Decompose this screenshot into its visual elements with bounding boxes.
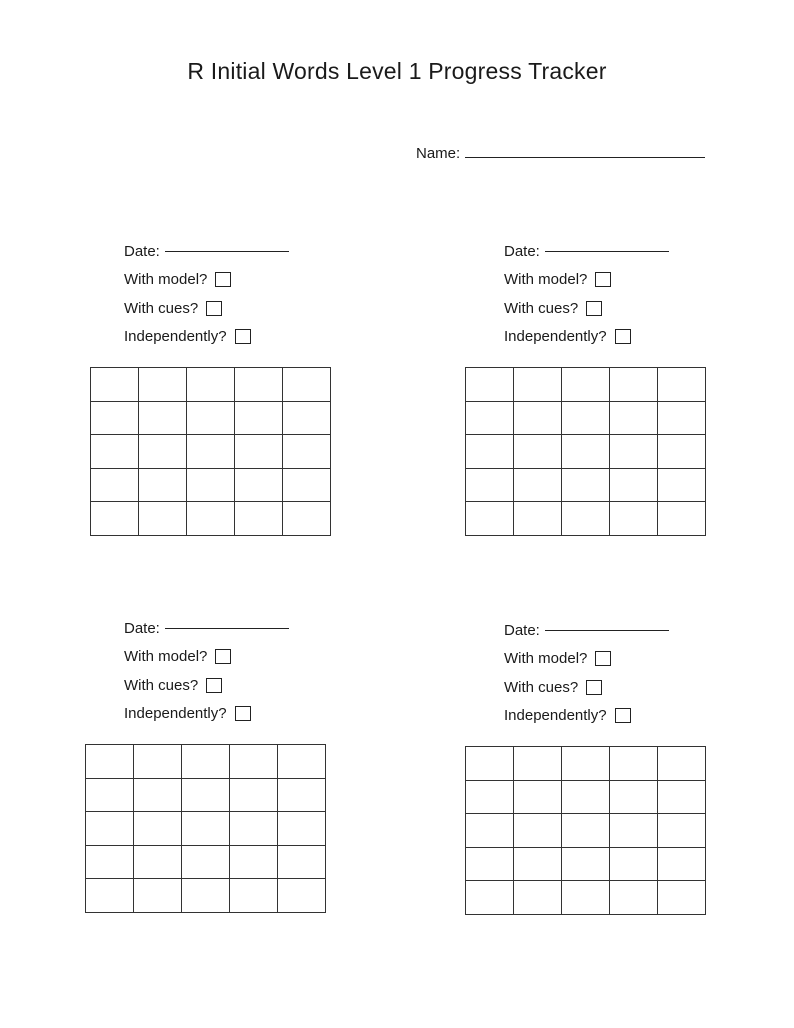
- tally-cell[interactable]: [514, 781, 562, 815]
- tally-cell[interactable]: [514, 368, 562, 402]
- independently-row: [124, 323, 289, 352]
- tally-cell[interactable]: [562, 469, 610, 503]
- with-model-checkbox[interactable]: [595, 651, 611, 666]
- tally-cell[interactable]: [514, 402, 562, 436]
- tally-cell[interactable]: [610, 402, 658, 436]
- tally-cell[interactable]: [610, 781, 658, 815]
- tally-cell[interactable]: [562, 368, 610, 402]
- independently-checkbox[interactable]: [615, 329, 631, 344]
- with-model-label: With model?: [504, 650, 588, 668]
- independently-label: Independently?: [124, 328, 227, 346]
- tally-cell[interactable]: [610, 502, 658, 536]
- tally-cell[interactable]: [134, 879, 182, 913]
- with-cues-checkbox[interactable]: [586, 680, 602, 695]
- tally-cell[interactable]: [182, 879, 230, 913]
- tally-cell[interactable]: [230, 779, 278, 813]
- tally-cell[interactable]: [134, 779, 182, 813]
- tally-cell[interactable]: [278, 879, 326, 913]
- tally-cell[interactable]: [182, 745, 230, 779]
- with-cues-checkbox[interactable]: [206, 301, 222, 316]
- tracker-4-checklist: [504, 616, 669, 730]
- tally-cell[interactable]: [610, 881, 658, 915]
- date-blank-line[interactable]: [165, 627, 289, 629]
- with-model-checkbox[interactable]: [215, 272, 231, 287]
- date-field: [504, 616, 669, 645]
- tally-cell[interactable]: [514, 747, 562, 781]
- tally-cell[interactable]: [182, 812, 230, 846]
- tally-cell[interactable]: [514, 881, 562, 915]
- tally-cell[interactable]: [466, 881, 514, 915]
- with-model-label: With model?: [124, 648, 208, 666]
- tally-cell[interactable]: [187, 368, 235, 402]
- tally-cell[interactable]: [283, 402, 331, 436]
- with-cues-label: With cues?: [504, 299, 579, 317]
- date-blank-line[interactable]: [165, 250, 289, 252]
- independently-checkbox[interactable]: [615, 708, 631, 723]
- tally-cell[interactable]: [610, 368, 658, 402]
- tally-cell[interactable]: [658, 435, 706, 469]
- tracker-3-checklist: [124, 614, 289, 728]
- tally-cell[interactable]: [86, 745, 134, 779]
- tally-cell[interactable]: [187, 469, 235, 503]
- tally-cell[interactable]: [610, 848, 658, 882]
- tally-cell[interactable]: [466, 402, 514, 436]
- tracker-1-grid: [90, 367, 331, 536]
- tally-cell[interactable]: [139, 368, 187, 402]
- tally-cell[interactable]: [658, 402, 706, 436]
- tally-cell[interactable]: [658, 881, 706, 915]
- date-label: Date:: [504, 621, 540, 639]
- tally-cell[interactable]: [283, 469, 331, 503]
- tally-cell[interactable]: [658, 469, 706, 503]
- with-model-label: With model?: [124, 271, 208, 289]
- with-model-row: [124, 266, 289, 295]
- tally-cell[interactable]: [187, 402, 235, 436]
- tally-cell[interactable]: [610, 814, 658, 848]
- independently-checkbox[interactable]: [235, 329, 251, 344]
- tally-cell[interactable]: [187, 502, 235, 536]
- tally-cell[interactable]: [514, 469, 562, 503]
- with-cues-checkbox[interactable]: [206, 678, 222, 693]
- page-title: R Initial Words Level 1 Progress Tracker: [187, 58, 607, 84]
- tally-cell[interactable]: [235, 402, 283, 436]
- tally-cell[interactable]: [235, 469, 283, 503]
- independently-label: Independently?: [504, 328, 607, 346]
- tally-cell[interactable]: [91, 469, 139, 503]
- tracker-2-grid: [465, 367, 706, 536]
- tally-cell[interactable]: [466, 469, 514, 503]
- tally-cell[interactable]: [278, 812, 326, 846]
- independently-row: [504, 702, 669, 731]
- tally-cell[interactable]: [658, 814, 706, 848]
- independently-label: Independently?: [124, 705, 227, 723]
- independently-label: Independently?: [504, 707, 607, 725]
- date-field: [504, 237, 669, 266]
- tally-cell[interactable]: [514, 435, 562, 469]
- with-model-checkbox[interactable]: [595, 272, 611, 287]
- date-blank-line[interactable]: [545, 629, 669, 631]
- tally-cell[interactable]: [562, 814, 610, 848]
- name-label: Name:: [416, 145, 461, 162]
- tally-cell[interactable]: [466, 781, 514, 815]
- tally-cell[interactable]: [91, 368, 139, 402]
- tally-cell[interactable]: [230, 812, 278, 846]
- tracker-2-checklist: [504, 237, 669, 351]
- tally-cell[interactable]: [562, 402, 610, 436]
- tally-cell[interactable]: [562, 502, 610, 536]
- tally-cell[interactable]: [610, 469, 658, 503]
- tally-cell[interactable]: [278, 779, 326, 813]
- with-cues-row: [124, 671, 289, 700]
- tally-cell[interactable]: [658, 747, 706, 781]
- with-cues-label: With cues?: [124, 299, 199, 317]
- name-field: [416, 145, 705, 162]
- tally-cell[interactable]: [278, 846, 326, 880]
- tally-cell[interactable]: [91, 435, 139, 469]
- date-blank-line[interactable]: [545, 250, 669, 252]
- tally-cell[interactable]: [466, 435, 514, 469]
- tally-cell[interactable]: [283, 368, 331, 402]
- date-field: [124, 237, 289, 266]
- tally-cell[interactable]: [658, 848, 706, 882]
- tally-cell[interactable]: [139, 502, 187, 536]
- tally-cell[interactable]: [610, 747, 658, 781]
- tally-cell[interactable]: [139, 402, 187, 436]
- tally-cell[interactable]: [235, 368, 283, 402]
- tally-cell[interactable]: [91, 402, 139, 436]
- independently-row: [124, 700, 289, 729]
- tally-cell[interactable]: [466, 502, 514, 536]
- tally-cell[interactable]: [86, 879, 134, 913]
- tally-cell[interactable]: [86, 779, 134, 813]
- date-label: Date:: [124, 619, 160, 637]
- with-model-row: [124, 643, 289, 672]
- tally-cell[interactable]: [562, 848, 610, 882]
- tally-cell[interactable]: [514, 848, 562, 882]
- tally-cell[interactable]: [235, 435, 283, 469]
- with-model-label: With model?: [504, 271, 588, 289]
- tally-cell[interactable]: [187, 435, 235, 469]
- tally-cell[interactable]: [658, 781, 706, 815]
- with-cues-row: [504, 673, 669, 702]
- tally-cell[interactable]: [134, 846, 182, 880]
- tally-cell[interactable]: [86, 812, 134, 846]
- tally-cell[interactable]: [283, 502, 331, 536]
- tally-cell[interactable]: [182, 846, 230, 880]
- tally-cell[interactable]: [514, 814, 562, 848]
- tracker-1-checklist: [124, 237, 289, 351]
- name-blank-line[interactable]: [465, 156, 705, 158]
- tally-cell[interactable]: [658, 368, 706, 402]
- with-model-row: [504, 266, 669, 295]
- with-model-checkbox[interactable]: [215, 649, 231, 664]
- with-cues-label: With cues?: [504, 678, 579, 696]
- tally-cell[interactable]: [562, 881, 610, 915]
- tally-cell[interactable]: [466, 814, 514, 848]
- tally-cell[interactable]: [610, 435, 658, 469]
- tally-cell[interactable]: [182, 779, 230, 813]
- tally-cell[interactable]: [134, 812, 182, 846]
- tally-cell[interactable]: [230, 846, 278, 880]
- tally-cell[interactable]: [139, 435, 187, 469]
- tally-cell[interactable]: [91, 502, 139, 536]
- with-cues-checkbox[interactable]: [586, 301, 602, 316]
- tally-cell[interactable]: [466, 848, 514, 882]
- tally-cell[interactable]: [562, 747, 610, 781]
- tally-cell[interactable]: [658, 502, 706, 536]
- date-label: Date:: [504, 242, 540, 260]
- with-cues-row: [504, 294, 669, 323]
- tracker-3-grid: [85, 744, 326, 913]
- tally-cell[interactable]: [139, 469, 187, 503]
- tracker-4-grid: [465, 746, 706, 915]
- with-cues-row: [124, 294, 289, 323]
- tally-cell[interactable]: [466, 747, 514, 781]
- with-model-row: [504, 645, 669, 674]
- with-cues-label: With cues?: [124, 676, 199, 694]
- tally-cell[interactable]: [230, 879, 278, 913]
- independently-row: [504, 323, 669, 352]
- independently-checkbox[interactable]: [235, 706, 251, 721]
- tally-cell[interactable]: [562, 435, 610, 469]
- tally-cell[interactable]: [230, 745, 278, 779]
- tally-cell[interactable]: [134, 745, 182, 779]
- tally-cell[interactable]: [283, 435, 331, 469]
- tally-cell[interactable]: [86, 846, 134, 880]
- date-field: [124, 614, 289, 643]
- tally-cell[interactable]: [466, 368, 514, 402]
- tally-cell[interactable]: [514, 502, 562, 536]
- tally-cell[interactable]: [278, 745, 326, 779]
- date-label: Date:: [124, 242, 160, 260]
- tally-cell[interactable]: [562, 781, 610, 815]
- tally-cell[interactable]: [235, 502, 283, 536]
